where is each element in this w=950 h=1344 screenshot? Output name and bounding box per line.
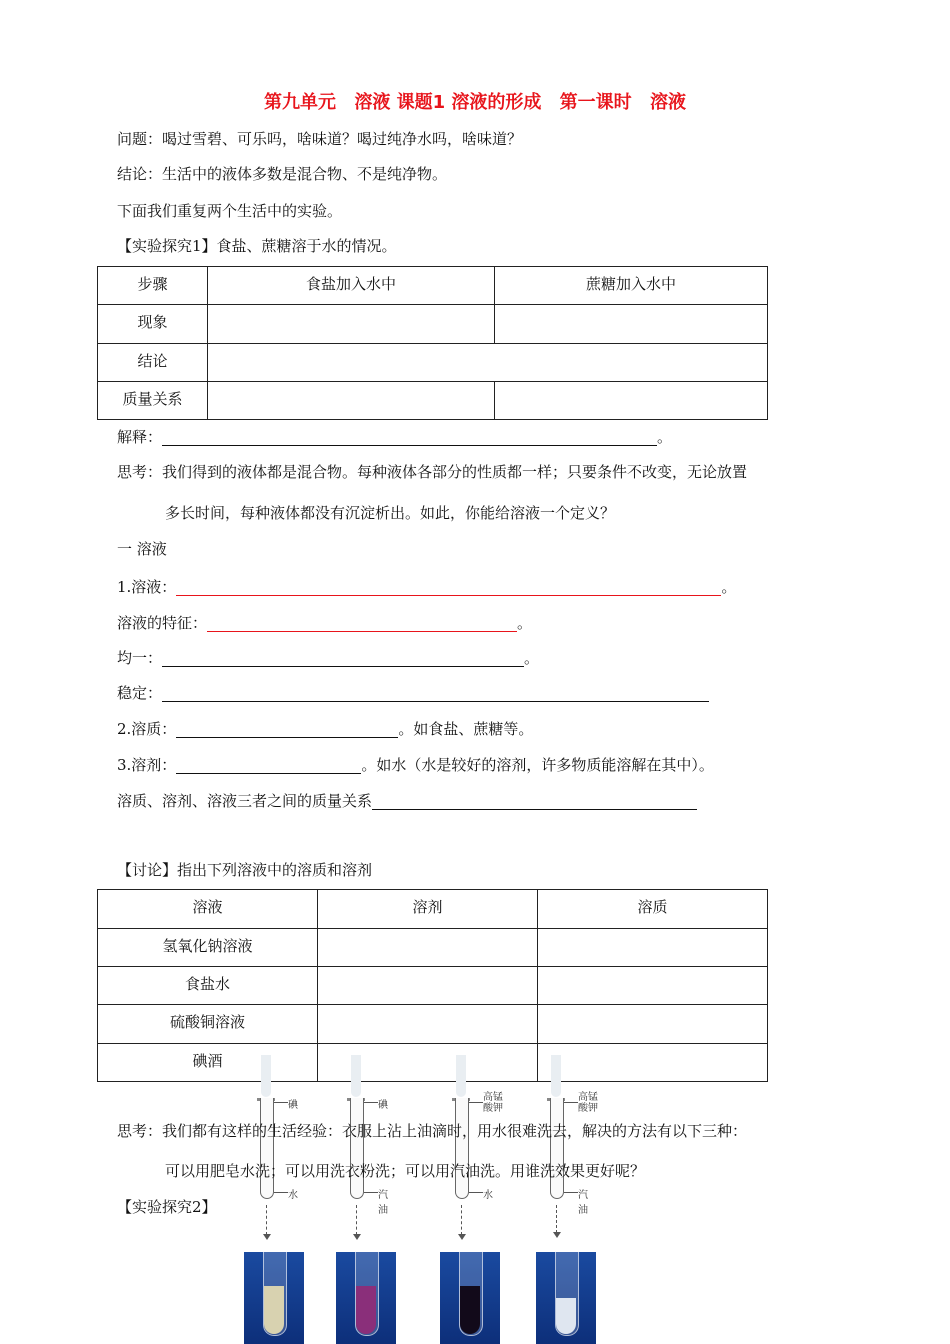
explain-line (117, 426, 672, 447)
result-photo-1 (244, 1252, 304, 1344)
exp1-cell-conclusion[interactable] (208, 344, 768, 382)
result-photo-4 (536, 1252, 596, 1344)
exp1-cell-salt-mass[interactable] (208, 382, 495, 420)
discuss-row-iodine: 碘酒 (98, 1044, 318, 1082)
arrow-3 (461, 1205, 463, 1235)
def-uniform-line (117, 647, 539, 668)
discuss-cell-naoh-solvent[interactable] (318, 929, 538, 967)
def-solute-line (117, 718, 533, 739)
tube-1-bottom-label: 水 (288, 1190, 298, 1201)
exp1-header-sugar: 蔗糖加入水中 (495, 267, 768, 305)
def-solvent-blank[interactable] (176, 757, 361, 774)
def-solvent-tail: 。如水（水是较好的溶剂，许多物质能溶解在其中）。 (361, 756, 714, 774)
title-part-lesson: 溶液 课题1 溶液的形成 (354, 92, 542, 113)
exp1-heading: 【实验探究1】食盐、蔗糖溶于水的情况。 (117, 237, 397, 255)
tube-4-bottom-label: 汽油 (578, 1190, 588, 1216)
exp1-cell-sugar-phenomenon[interactable] (495, 305, 768, 344)
def-features-label: 溶液的特征： (117, 614, 208, 632)
result-photo-2 (336, 1252, 396, 1344)
def-features-period: 。 (517, 614, 533, 632)
def-solvent-line (117, 754, 714, 775)
exp1-row-conclusion: 结论 (98, 344, 208, 382)
def-stable-label: 稳定： (117, 684, 163, 702)
discuss-table (97, 889, 768, 1082)
def-features-blank[interactable] (207, 615, 517, 632)
discuss-heading: 【讨论】指出下列溶液中的溶质和溶剂 (117, 861, 373, 879)
tube-2-bottom-label: 汽油 (378, 1190, 388, 1216)
intro-repeat: 下面我们重复两个生活中的实验。 (117, 202, 343, 220)
discuss-cell-iodine-solute[interactable] (538, 1044, 768, 1082)
def-stable-blank[interactable] (162, 685, 709, 702)
discuss-cell-saltwater-solute[interactable] (538, 967, 768, 1005)
def-solute-label: 2.溶质： (117, 720, 177, 738)
discuss-cell-cuso4-solvent[interactable] (318, 1005, 538, 1044)
def-solution-blank[interactable] (176, 579, 721, 596)
intro-conclusion: 结论：生活中的液体多数是混合物、不是纯净物。 (117, 165, 448, 183)
explain-label: 解释： (117, 428, 163, 446)
think2-line2: 可以用肥皂水洗；可以用洗衣粉洗；可以用汽油洗。用谁洗效果更好呢？ (165, 1162, 646, 1180)
arrow-1 (266, 1205, 268, 1235)
title-part-topic: 溶液 (649, 92, 686, 113)
think2-line1: 思考：我们都有这样的生活经验：衣服上沾上油滴时，用水很难洗去，解决的方法有以下三种： (117, 1122, 748, 1140)
think1-line1: 思考：我们得到的液体都是混合物。每种液体各部分的性质都一样；只要条件不改变，无论放置 (117, 463, 748, 481)
page-title (0, 88, 950, 114)
discuss-row-naoh: 氢氧化钠溶液 (98, 929, 318, 967)
title-part-period: 第一课时 (559, 92, 632, 113)
exp1-cell-sugar-mass[interactable] (495, 382, 768, 420)
intro-question: 问题：喝过雪碧、可乐吗，啥味道？喝过纯净水吗，啥味道？ (117, 130, 523, 148)
def-solution-period: 。 (721, 578, 737, 596)
def-solute-tail: 。如食盐、蔗糖等。 (398, 720, 534, 738)
def-solvent-label: 3.溶剂： (117, 756, 177, 774)
def-mass-label: 溶质、溶剂、溶液三者之间的质量关系 (117, 792, 373, 810)
exp1-header-salt: 食盐加入水中 (208, 267, 495, 305)
exp1-header-step: 步骤 (98, 267, 208, 305)
def-stable-line (117, 682, 709, 703)
explain-blank[interactable] (162, 429, 657, 446)
def-solute-blank[interactable] (176, 721, 398, 738)
exp1-table (97, 266, 768, 420)
tube-2-top-label: 碘 (378, 1100, 388, 1111)
tube-1-top-label: 碘 (288, 1100, 298, 1111)
def-features-line (117, 612, 532, 633)
discuss-cell-naoh-solute[interactable] (538, 929, 768, 967)
def-solution-label: 1.溶液： (117, 578, 177, 596)
arrow-4 (556, 1205, 558, 1233)
def-uniform-blank[interactable] (162, 650, 524, 667)
section1-heading: 一 溶液 (117, 540, 167, 558)
exp1-row-phenomenon: 现象 (98, 305, 208, 344)
tube-3-top-label: 高锰 酸钾 (483, 1092, 503, 1114)
discuss-row-saltwater: 食盐水 (98, 967, 318, 1005)
exp1-row-mass: 质量关系 (98, 382, 208, 420)
tube-3-bottom-label: 水 (483, 1190, 493, 1201)
tube-4-top-label: 高锰 酸钾 (578, 1092, 598, 1114)
title-part-unit: 第九单元 (264, 92, 337, 113)
discuss-cell-saltwater-solvent[interactable] (318, 967, 538, 1005)
think1-line2: 多长时间，每种液体都没有沉淀析出。如此，你能给溶液一个定义？ (165, 504, 616, 522)
discuss-cell-cuso4-solute[interactable] (538, 1005, 768, 1044)
discuss-header-solute: 溶质 (538, 890, 768, 929)
exp1-cell-salt-phenomenon[interactable] (208, 305, 495, 344)
def-mass-blank[interactable] (372, 793, 697, 810)
arrow-2 (356, 1205, 358, 1235)
discuss-row-cuso4: 硫酸铜溶液 (98, 1005, 318, 1044)
def-uniform-period: 。 (524, 649, 540, 667)
discuss-header-solvent: 溶剂 (318, 890, 538, 929)
result-photo-3 (440, 1252, 500, 1344)
def-mass-line (117, 790, 697, 811)
exp2-heading: 【实验探究2】 (117, 1198, 217, 1216)
discuss-header-solution: 溶液 (98, 890, 318, 929)
def-uniform-label: 均一： (117, 649, 163, 667)
explain-end: 。 (657, 428, 673, 446)
def-solution-line (117, 576, 736, 597)
